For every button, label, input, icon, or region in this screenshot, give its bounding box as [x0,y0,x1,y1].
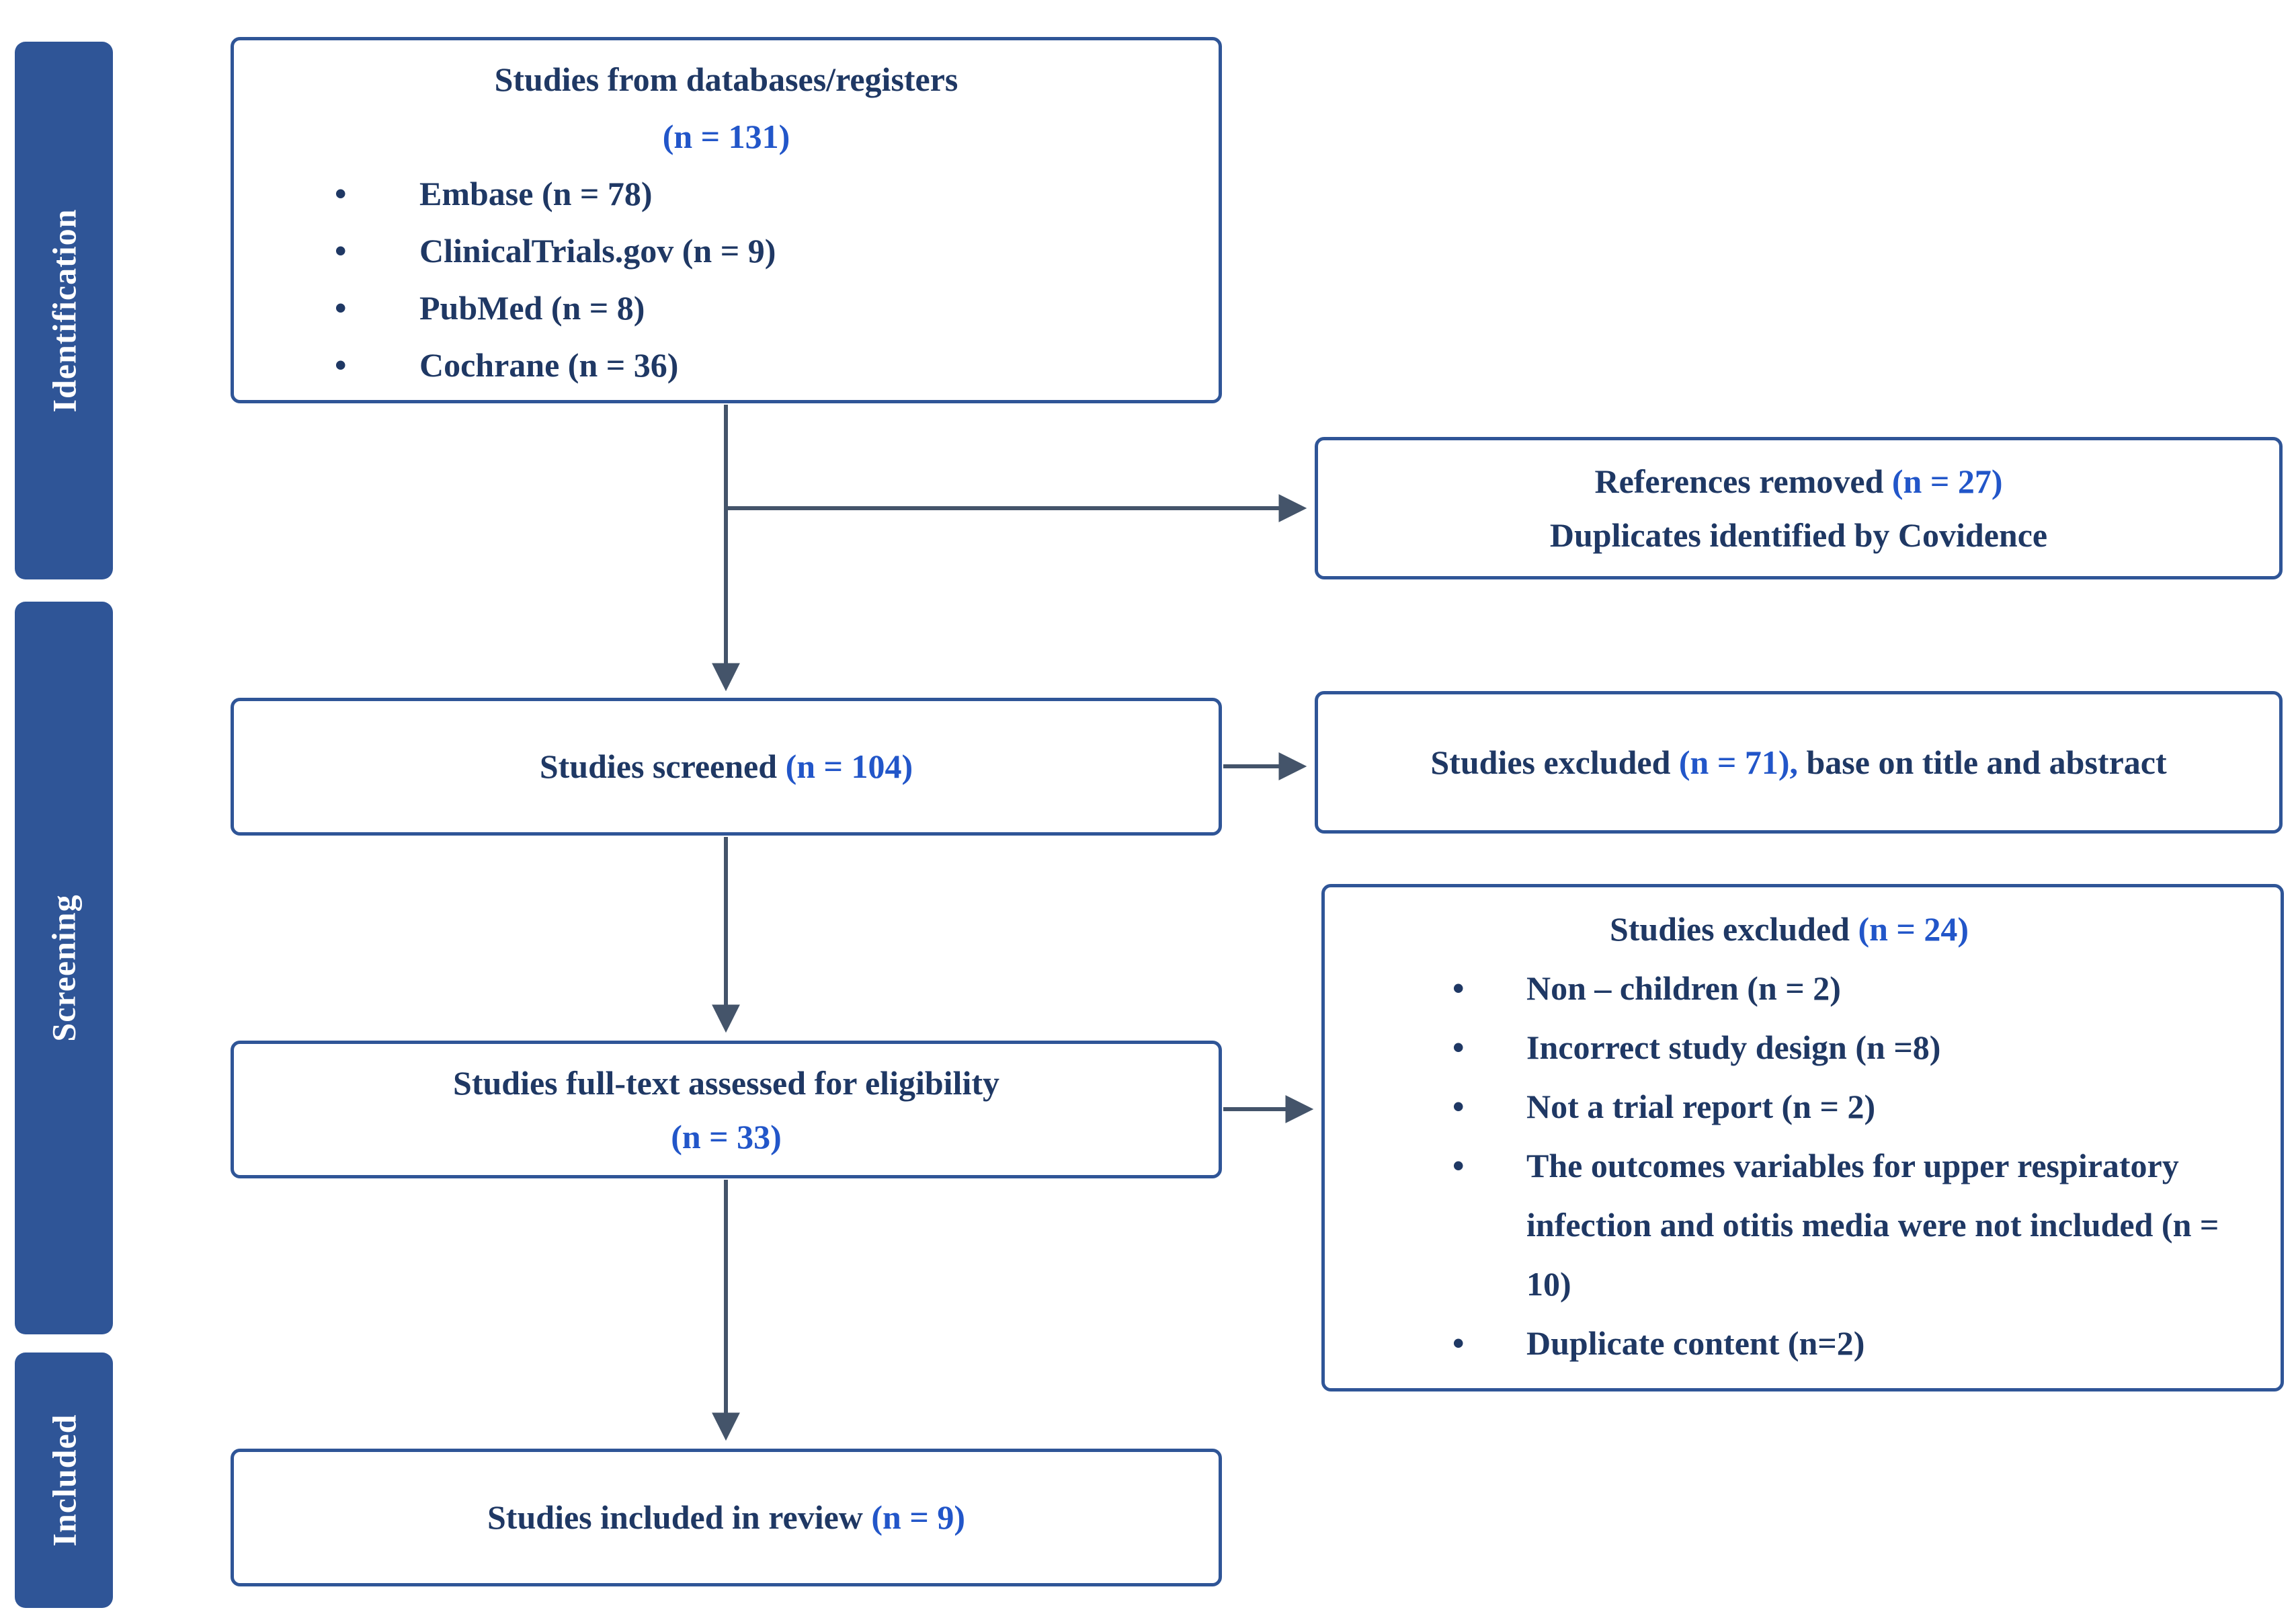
included-review-count: (n = 9) [871,1498,965,1536]
list-item: • Cochrane (n = 36) [234,337,1219,394]
list-item: • The outcomes variables for upper respiratory infection and otitis media were not included (n = 10) [1325,1136,2254,1314]
box-references-removed [1315,437,2283,579]
list-item: • Duplicate content (n=2) [1325,1314,2254,1373]
box-references-removed-line1: References removed (n = 27) [1594,462,2003,500]
box-fulltext-count: (n = 33) [671,1117,782,1156]
box-excluded-fulltext [1321,884,2284,1391]
stage-label-screening [15,602,113,1334]
box-fulltext-assessed [231,1041,1222,1178]
list-item: • Non – children (n = 2) [1325,959,2254,1018]
box-fulltext-line1: Studies full-text assessed for eligibility [453,1063,999,1102]
stage-label-identification-text: Identification [45,208,83,413]
box-databases-list [234,165,1219,394]
stage-label-screening-text: Screening [45,894,83,1042]
stage-label-identification [15,42,113,579]
list-item: • Not a trial report (n = 2) [1325,1077,2254,1136]
stage-label-included [15,1353,113,1608]
screened-count: (n = 104) [785,748,913,785]
box-references-removed-line2: Duplicates identified by Covidence [1549,516,2048,554]
box-excluded-title-abstract-text: Studies excluded (n = 71), base on title and abstract [1430,743,2167,781]
list-item: • PubMed (n = 8) [234,280,1219,337]
stage-label-included-text: Included [45,1414,83,1547]
box-screened-text: Studies screened (n = 104) [539,748,913,785]
box-excluded-fulltext-title: Studies excluded (n = 24) [1609,910,1969,948]
box-databases-count: (n = 131) [662,118,790,155]
list-item: • Incorrect study design (n =8) [1325,1018,2254,1077]
box-excluded-title-abstract [1315,691,2283,834]
box-included-review-text: Studies included in review (n = 9) [487,1498,965,1536]
box-databases [231,37,1222,403]
box-included-review [231,1449,1222,1586]
box-databases-title: Studies from databases/registers [494,60,958,98]
excluded-fulltext-count: (n = 24) [1858,910,1969,948]
box-screened [231,698,1222,836]
box-excluded-fulltext-list [1325,959,2254,1373]
excluded-title-abstract-count: (n = 71), [1678,743,1798,781]
list-item: • ClinicalTrials.gov (n = 9) [234,223,1219,280]
list-item: • Embase (n = 78) [234,165,1219,223]
references-removed-count: (n = 27) [1891,462,2003,500]
